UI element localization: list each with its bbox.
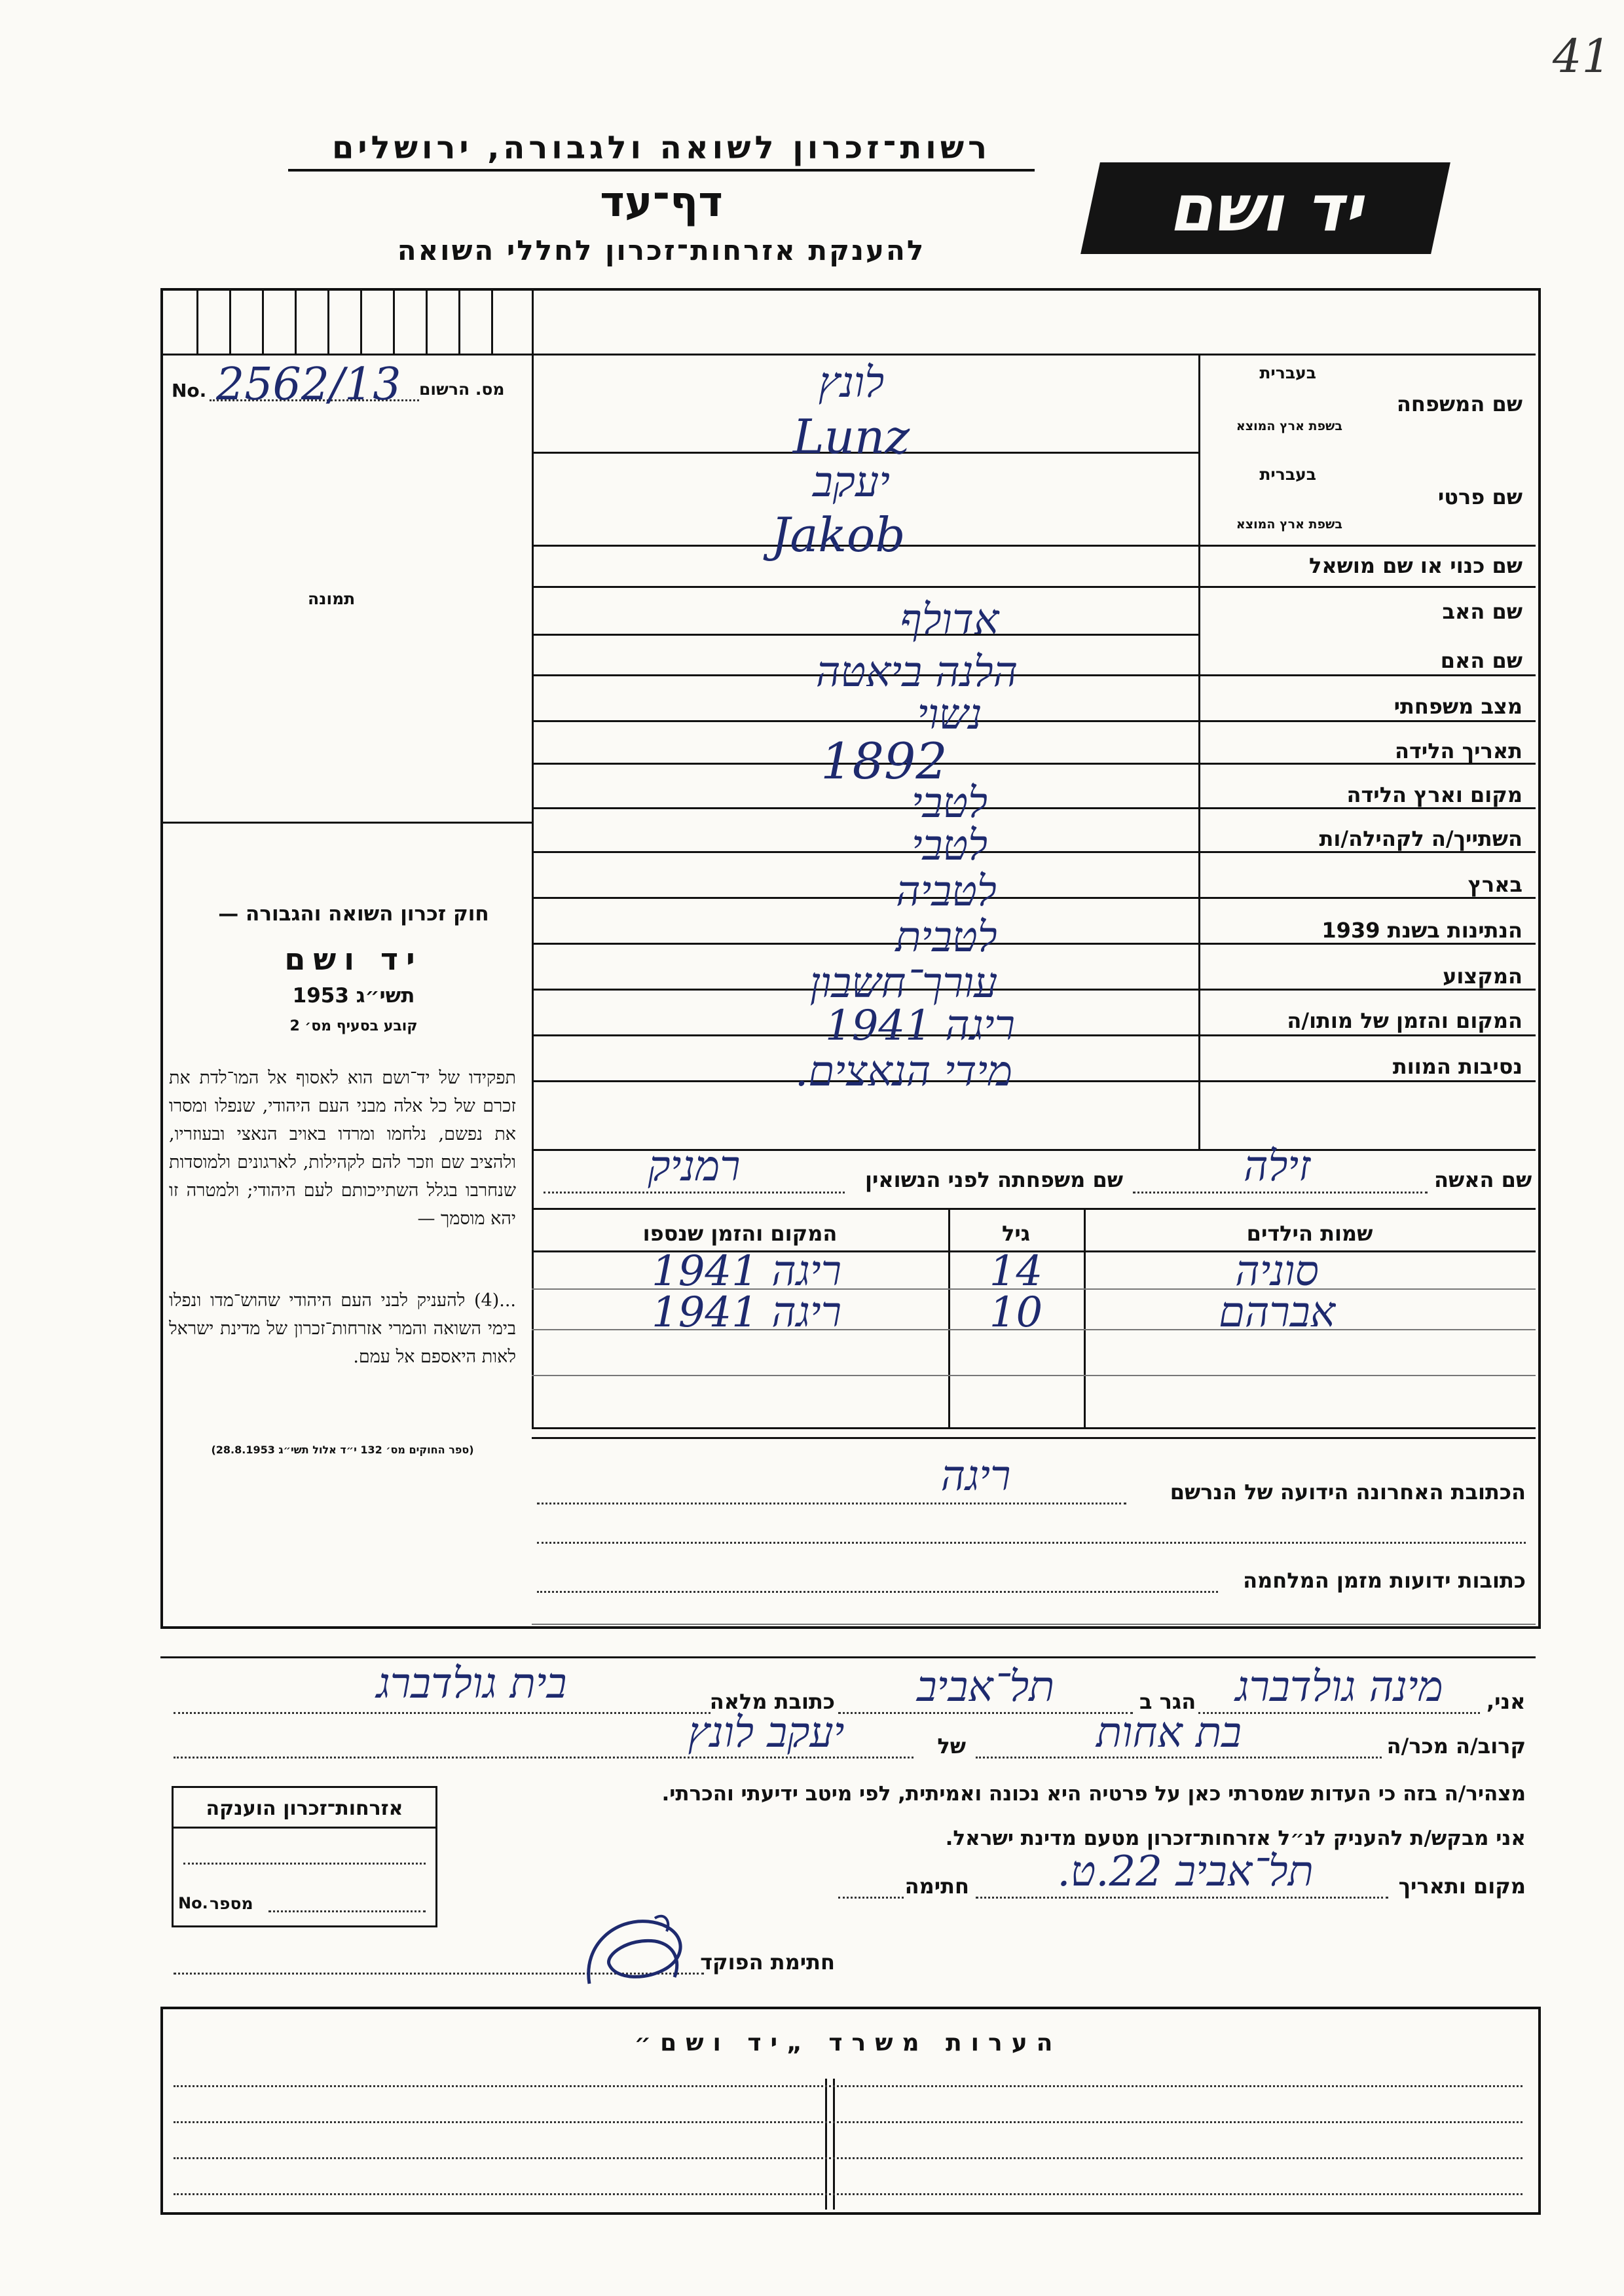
citizenship-number-label: מספר bbox=[210, 1894, 253, 1913]
citizenship-granted-title: אזרחות־זכרון הוענקה bbox=[206, 1797, 403, 1820]
children-place-header: המקום והזמן שנספו bbox=[642, 1221, 838, 1246]
wife-label: שם האשה bbox=[1434, 1167, 1532, 1192]
children-age-header: גיל bbox=[1001, 1221, 1031, 1246]
maiden-name-label: שם משפחתה לפני הנשואין bbox=[864, 1167, 1123, 1192]
citizenship-1939-value: לטבית bbox=[895, 913, 997, 962]
full-address-label: כתובת מלאה bbox=[709, 1689, 835, 1714]
birth-place-label: מקום וארץ הלידה bbox=[1346, 782, 1522, 807]
form-subtitle: להענקת אזרחות־זכרון לחללי השואה bbox=[397, 234, 926, 266]
corner-number: 41 bbox=[1552, 29, 1611, 83]
law-title: חוק זכרון השואה והגבורה — bbox=[218, 902, 489, 926]
declarant-i-label: אני, bbox=[1486, 1689, 1526, 1714]
surname-origin-label: בשפת ארץ המוצא bbox=[1236, 419, 1342, 433]
relation-label: קרוב/ה מכר/ה bbox=[1386, 1734, 1526, 1758]
death-circumstances-label: נסיבות המוות bbox=[1392, 1054, 1522, 1079]
law-year: תשי״ג 1953 bbox=[292, 984, 415, 1008]
relation-of-label: של bbox=[937, 1734, 966, 1758]
resides-in-label: הגר ב bbox=[1139, 1689, 1196, 1714]
mother-label: שם האם bbox=[1440, 648, 1522, 673]
law-section: קובע בסעיף מס׳ 2 bbox=[289, 1018, 418, 1034]
profession-value: עורך־חשבון bbox=[809, 959, 998, 1008]
declarant-city-value: תל־אביב bbox=[916, 1663, 1055, 1711]
death-place-value: ריגה 1941 bbox=[824, 1002, 1016, 1050]
law-reference: (ספר החוקים מס׳ 132 י״ד אלול תשי״ג 28.8.1953) bbox=[211, 1444, 474, 1456]
authority-title: רשות־זכרון לשואה ולגבורה, ירושלים bbox=[288, 130, 1035, 172]
death-circumstances-value: מידי הנאצים. bbox=[794, 1048, 1013, 1096]
law-name: יד ושם bbox=[284, 941, 423, 977]
first-name-hebrew-value: יעקב bbox=[812, 458, 891, 507]
child-1-age: 14 bbox=[989, 1247, 1043, 1296]
first-name-label: שם פרטי bbox=[1437, 484, 1522, 509]
birth-place-value: לטבי bbox=[911, 779, 988, 828]
birth-date-value: 1892 bbox=[821, 732, 948, 790]
surname-hebrew-label: בעברית bbox=[1259, 363, 1316, 382]
child-2-name: אברהם bbox=[1218, 1288, 1336, 1337]
logo-text: יד ושם bbox=[1168, 172, 1363, 246]
father-value: אדולף bbox=[900, 596, 999, 644]
maiden-name-value: רמניק bbox=[648, 1142, 741, 1191]
form-title: דף־עד bbox=[600, 178, 723, 227]
signature-label: חתימה bbox=[904, 1874, 969, 1899]
community-value: לטבי bbox=[911, 822, 988, 870]
first-name-hebrew-label: בעברית bbox=[1259, 465, 1316, 484]
relation-of-value: יעקב לונץ bbox=[688, 1709, 845, 1757]
declarant-address-value: בית גולדברג bbox=[376, 1660, 567, 1708]
marital-status-value: נשוי bbox=[917, 691, 982, 739]
nickname-label: שם כנוי או שם מושאל bbox=[1308, 553, 1522, 578]
child-2-place: ריגה 1941 bbox=[651, 1288, 842, 1337]
birth-date-label: תאריך הלידה bbox=[1394, 738, 1522, 763]
registration-number: 2562/13 bbox=[216, 359, 401, 410]
declaration-request: אני מבקש/ת להעניק לנ״ל אזרחות־זכרון מטעם מדינת ישראל. bbox=[945, 1827, 1526, 1850]
death-place-label: המקום והזמן של מותו/ה bbox=[1287, 1008, 1522, 1033]
law-clause: ...(4) להעניק לבני העם היהודי שהוש־מדו ונפלו בימי השואה והמרי אזרחות־זכרון של מדינת ישראל לאות היאספם אל עמם. bbox=[169, 1290, 516, 1367]
officer-signature-icon bbox=[576, 1905, 727, 2003]
first-name-origin-label: בשפת ארץ המוצא bbox=[1236, 517, 1342, 532]
mother-value: הלנה ביאטה bbox=[815, 648, 1018, 697]
law-text: תפקידו של יד־ושם הוא לאסוף אל המו־לדת את זכרם של כל אלה מבני העם היהודי, שנפלו ומסרו את נפשם, נלחמו ומרדו באויב הנאצי ובעוזריו, ולהציב שם וזכר להם לקהילות, לארגונים ולמוסדות שנחרבו בגלל השתייכותם לעם היהודי; ולמטרה זו יהא מוסמך — bbox=[169, 1068, 516, 1229]
country-label: בארץ bbox=[1467, 872, 1522, 897]
photo-label: תמונה bbox=[308, 589, 356, 608]
country-value: לטביה bbox=[896, 867, 997, 916]
children-names-header: שמות הילדים bbox=[1246, 1221, 1373, 1246]
last-address-value: ריגה bbox=[940, 1452, 1011, 1501]
wife-name-value: זילה bbox=[1243, 1142, 1311, 1191]
last-address-label: הכתובת האחרונה הידועה של הנרשם bbox=[1170, 1480, 1526, 1504]
child-1-name: סוניה bbox=[1235, 1247, 1319, 1296]
child-2-age: 10 bbox=[989, 1288, 1043, 1337]
community-label: השתייך/ה לקהילה/ות bbox=[1319, 826, 1522, 851]
surname-origin-value: Lunz bbox=[792, 409, 910, 464]
declarant-name-value: מינה גולדברג bbox=[1235, 1663, 1443, 1711]
father-label: שם האב bbox=[1442, 599, 1522, 624]
profession-label: המקצוע bbox=[1443, 964, 1522, 989]
officer-signature-label: חתימת הפוקד bbox=[700, 1950, 835, 1975]
surname-label: שם המשפחה bbox=[1396, 392, 1522, 416]
citizenship-no-label: No. bbox=[178, 1894, 208, 1912]
marital-status-label: מצב משפחתי bbox=[1393, 694, 1522, 719]
surname-hebrew-value: לונץ bbox=[818, 359, 885, 407]
place-date-label: מקום ותאריך bbox=[1398, 1874, 1526, 1899]
declaration-statement: מצהיר/ה בזה כי העדות שמסרתי כאן על פרטיה היא נכונה ואמיתית, לפי מיטב ידיעתי והכרתי. bbox=[661, 1782, 1526, 1806]
citizenship-1939-label: הנתינות בשנת 1939 bbox=[1321, 918, 1522, 943]
war-address-label: כתובות ידועות מזמן המלחמה bbox=[1243, 1568, 1526, 1593]
relation-value: בת אחות bbox=[1096, 1709, 1242, 1757]
first-name-origin-value: Jakob bbox=[771, 507, 906, 562]
office-notes-title: הערות משרד „יד ושם״ bbox=[634, 2030, 1062, 2056]
place-date-value: תל־אביב 22.ט. bbox=[1057, 1848, 1314, 1896]
registration-no-label: No. bbox=[172, 380, 207, 401]
child-1-place: ריגה 1941 bbox=[651, 1247, 842, 1296]
registration-label: מס. הרשום bbox=[419, 380, 505, 399]
